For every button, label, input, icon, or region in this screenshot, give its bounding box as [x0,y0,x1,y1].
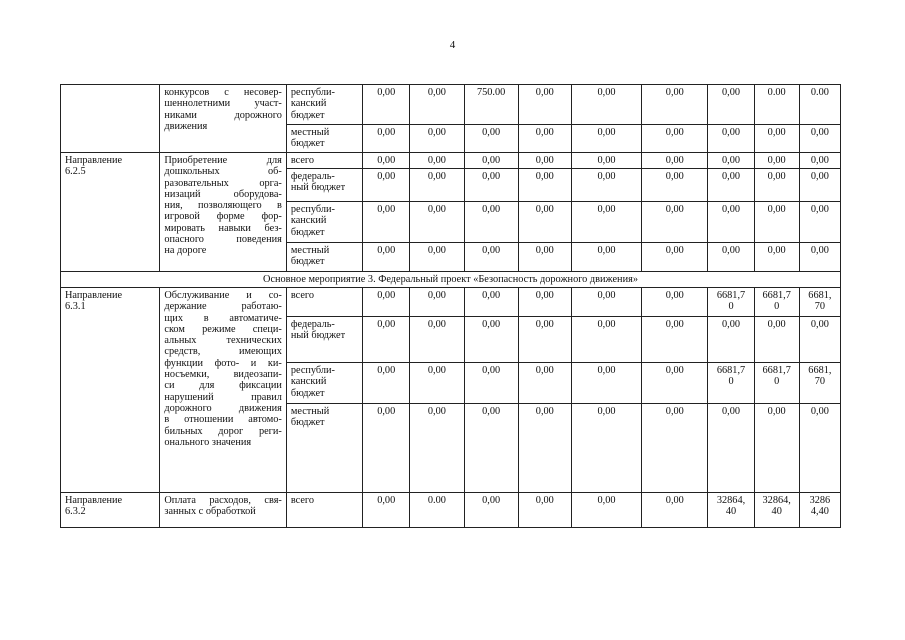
value-cell [754,202,799,243]
value-text: 0,00 [427,406,446,417]
activity-description-cell [160,153,286,272]
value-cell [363,363,410,404]
value-text: 0,00 [377,155,396,166]
cell-line: шеннолетними участ- [164,98,282,110]
value-text: 0,00 [810,204,829,215]
cell-line: си для фиксации [164,380,282,392]
cell-line: республи- [290,365,335,376]
section-row [61,272,841,288]
value-text: 0.00 [810,87,829,98]
value-text: 3286 [809,495,831,506]
value-cell [464,493,518,528]
table-row [61,288,841,317]
direction-label-cell [61,153,160,272]
value-text: 0,00 [482,171,501,182]
value-cell [642,493,708,528]
value-text: 40 [725,506,737,518]
funding-source-cell [286,153,362,169]
value-cell [363,493,410,528]
value-text: 0,00 [597,155,616,166]
value-text: 0,00 [665,406,684,417]
value-text: 0,00 [665,495,684,506]
value-text: 0,00 [665,171,684,182]
value-cell [464,317,518,363]
value-cell [363,153,410,169]
value-cell [754,363,799,404]
value-cell [754,288,799,317]
funding-source-cell [286,288,362,317]
value-cell [571,85,641,125]
funding-source-cell [286,169,362,202]
value-cell [363,202,410,243]
value-cell [464,404,518,493]
value-text: 0,00 [597,319,616,330]
value-text: 0,00 [535,365,554,376]
value-text: 0,00 [767,171,786,182]
value-text: 0,00 [427,319,446,330]
cell-line: 6.3.1 [65,301,86,313]
value-text: 0 [774,376,780,388]
value-text: 0,00 [722,406,741,417]
table-row [61,153,841,169]
value-text: 0,00 [722,155,741,166]
cell-line: альных технических [164,335,282,347]
value-text: 0,00 [665,204,684,215]
cell-line: всего [290,155,315,166]
value-text: 0,00 [535,204,554,215]
value-text: 0,00 [482,365,501,376]
value-text: 0,00 [482,155,501,166]
value-cell [363,125,410,153]
value-cell [642,85,708,125]
value-text: 0,00 [535,406,554,417]
value-text: 0,00 [767,204,786,215]
value-text: 0,00 [482,406,501,417]
value-cell [708,404,754,493]
value-cell [708,202,754,243]
value-cell [708,169,754,202]
cell-line: ный бюджет [290,330,346,342]
cell-line: конкурсов с несовер- [164,87,282,98]
cell-line: местный [290,127,330,138]
value-text: 0,00 [597,245,616,256]
value-text: 0,00 [597,87,616,98]
value-text: 0,00 [427,127,446,138]
cell-line: ный бюджет [290,182,346,194]
cell-line: в отношении автомо- [164,414,282,426]
cell-line: бюджет [290,138,325,150]
cell-line: носъемки, видеозапи- [164,369,282,381]
cell-line: держание работаю- [164,301,282,313]
value-cell [799,493,840,528]
value-cell [754,493,799,528]
value-cell [410,317,464,363]
cell-line: 6.3.2 [65,506,86,518]
value-text: 0 [774,301,780,313]
cell-line: Направление [65,495,123,506]
cell-line: онального значения [164,436,252,448]
cell-line: бюджет [290,387,325,399]
cell-line: никами дорожного [164,109,282,121]
value-cell [754,85,799,125]
activity-description-cell [160,493,286,528]
value-text: 32864, [762,495,791,506]
value-text: 750.00 [476,87,506,98]
value-text: 6681, [808,290,832,301]
value-cell [571,288,641,317]
value-cell [410,153,464,169]
value-text: 0,00 [722,87,741,98]
value-cell [799,202,840,243]
value-text: 0,00 [535,495,554,506]
value-cell [464,169,518,202]
value-text: 0,00 [767,245,786,256]
cell-line: на дороге [164,245,207,257]
direction-label-cell [61,493,160,528]
value-cell [410,85,464,125]
value-text: 0,00 [810,171,829,182]
value-cell [518,85,571,125]
value-cell [642,363,708,404]
value-cell [363,169,410,202]
funding-source-cell [286,493,362,528]
value-cell [410,169,464,202]
value-text: 0,00 [377,171,396,182]
value-text: 0,00 [377,365,396,376]
value-cell [410,363,464,404]
cell-line: бильных дорог реги- [164,425,282,437]
cell-line: дорожного движения [164,402,282,414]
value-cell [708,243,754,272]
value-text: 6681,7 [716,365,746,376]
value-text: 0 [728,301,734,313]
value-cell [464,288,518,317]
value-cell [642,243,708,272]
value-text: 0,00 [665,87,684,98]
value-text: 0,00 [810,319,829,330]
funding-source-cell [286,125,362,153]
value-text: 6681,7 [762,290,791,301]
cell-line: канский [290,376,327,388]
value-cell [518,288,571,317]
value-text: 0,00 [377,406,396,417]
cell-line: низаций оборудова- [164,188,282,200]
value-text: 0,00 [665,290,684,301]
value-cell [571,169,641,202]
cell-line: республи- [290,87,335,98]
value-text: 0,00 [665,155,684,166]
value-cell [363,317,410,363]
value-cell [571,493,641,528]
table-row [61,493,841,528]
value-cell [799,243,840,272]
value-text: 0,00 [722,171,741,182]
cell-line: местный [290,245,330,256]
value-text: 4,40 [810,506,829,518]
value-text: 0,00 [427,155,446,166]
value-cell [410,493,464,528]
funding-source-cell [286,243,362,272]
value-text: 0,00 [597,204,616,215]
direction-label-cell [61,85,160,153]
value-text: 0,00 [535,171,554,182]
value-cell [410,288,464,317]
value-cell [799,85,840,125]
value-text: 0,00 [427,171,446,182]
value-text: 0,00 [597,290,616,301]
value-cell [518,317,571,363]
value-cell [799,363,840,404]
cell-line: федераль- [290,171,335,182]
value-cell [363,288,410,317]
value-text: 0,00 [377,245,396,256]
value-cell [799,125,840,153]
value-text: 0,00 [482,495,501,506]
cell-line: Приобретение для [164,155,282,166]
value-text: 0,00 [535,290,554,301]
value-text: 70 [814,376,826,388]
value-cell [642,153,708,169]
value-cell [708,363,754,404]
value-text: 0,00 [535,87,554,98]
value-cell [464,153,518,169]
value-cell [642,125,708,153]
value-cell [571,125,641,153]
value-cell [464,202,518,243]
value-cell [363,404,410,493]
value-cell [799,317,840,363]
value-cell [410,202,464,243]
value-text: 70 [814,301,826,313]
value-cell [642,317,708,363]
funding-source-cell [286,85,362,125]
value-text: 0,00 [427,365,446,376]
value-text: 0,00 [722,319,741,330]
value-text: 0,00 [377,127,396,138]
value-cell [642,404,708,493]
cell-line: бюджет [290,226,325,238]
value-text: 0,00 [482,127,501,138]
value-text: 0,00 [482,319,501,330]
value-cell [754,243,799,272]
cell-line: игровой форме фор- [164,211,282,223]
value-text: 6681,7 [762,365,791,376]
value-text: 0,00 [597,365,616,376]
budget-table [60,84,841,528]
cell-line: всего [290,290,315,301]
value-text: 0,00 [722,245,741,256]
value-text: 0,00 [810,155,829,166]
value-cell [708,85,754,125]
cell-line: мировать навыки без- [164,222,282,234]
value-cell [518,125,571,153]
section-title: Основное мероприятие 3. Федеральный проект «Безопасность дорожного движения» [61,272,841,288]
value-text: 0,00 [377,204,396,215]
value-cell [571,202,641,243]
cell-line: канский [290,98,327,110]
value-cell [754,153,799,169]
value-cell [363,85,410,125]
value-cell [754,169,799,202]
value-cell [464,125,518,153]
value-text: 0,00 [722,127,741,138]
cell-line: дошкольных об- [164,166,282,178]
value-cell [518,363,571,404]
value-text: 0,00 [597,171,616,182]
value-text: 0,00 [810,406,829,417]
value-text: 0,00 [767,319,786,330]
cell-line: средств, имеющих [164,346,282,358]
activity-description-cell [160,288,286,493]
value-text: 0,00 [767,406,786,417]
cell-line: бюджет [290,256,325,268]
value-cell [410,404,464,493]
value-cell [571,404,641,493]
value-text: 0,00 [377,87,396,98]
value-text: 0,00 [427,87,446,98]
value-cell [642,288,708,317]
cell-line: ском режиме специ- [164,323,282,335]
value-cell [518,169,571,202]
value-text: 0,00 [427,290,446,301]
funding-source-cell [286,363,362,404]
cell-line: местный [290,406,330,417]
cell-line: 6.2.5 [65,166,86,178]
value-cell [754,317,799,363]
value-text: 6681, [808,365,832,376]
value-text: 0,00 [597,127,616,138]
value-cell [518,202,571,243]
funding-source-cell [286,404,362,493]
funding-source-cell [286,202,362,243]
cell-line: Оплата расходов, свя- [164,495,282,506]
direction-label-cell [61,288,160,493]
value-cell [410,243,464,272]
value-text: 40 [771,506,782,518]
cell-line: Направление [65,290,123,301]
value-text: 0,00 [722,204,741,215]
value-cell [571,243,641,272]
value-text: 0,00 [665,127,684,138]
cell-line: республи- [290,204,335,215]
cell-line: функции фото- и ки- [164,357,282,369]
value-text: 0,00 [767,127,786,138]
value-cell [571,363,641,404]
value-text: 0,00 [377,290,396,301]
value-text: 0,00 [482,245,501,256]
cell-line: ния, позволяющего в [164,200,282,212]
value-cell [518,404,571,493]
value-cell [464,85,518,125]
value-text: 0,00 [482,204,501,215]
cell-line: щих в автоматиче- [164,312,282,324]
value-text: 0,00 [665,319,684,330]
value-text: 0.00 [767,87,786,98]
value-text: 0,00 [427,204,446,215]
cell-line: канский [290,215,327,227]
value-text: 6681,7 [716,290,746,301]
value-text: 0,00 [665,245,684,256]
value-text: 0,00 [535,155,554,166]
value-text: 0,00 [535,319,554,330]
page-number: 4 [449,39,456,51]
table-row [61,85,841,125]
cell-line: Обслуживание и со- [164,290,282,301]
value-cell [799,169,840,202]
activity-description-cell [160,85,286,153]
value-cell [708,125,754,153]
value-cell [642,202,708,243]
value-text: 0 [728,376,734,388]
cell-line: разовательных орга- [164,177,282,189]
value-cell [708,493,754,528]
value-cell [799,404,840,493]
value-cell [708,288,754,317]
value-cell [642,169,708,202]
value-cell [799,288,840,317]
value-text: 0,00 [535,245,554,256]
value-text: 0,00 [482,290,501,301]
value-cell [754,404,799,493]
cell-line: бюджет [290,417,325,429]
value-text: 0,00 [665,365,684,376]
cell-line: федераль- [290,319,335,330]
value-cell [518,243,571,272]
value-cell [410,125,464,153]
cell-line: опасного поведения [164,234,282,246]
value-text: 0,00 [427,245,446,256]
value-text: 0,00 [810,245,829,256]
value-text: 0,00 [377,495,396,506]
value-cell [363,243,410,272]
value-cell [464,363,518,404]
cell-line: Направление [65,155,123,166]
value-text: 0,00 [535,127,554,138]
value-text: 0,00 [810,127,829,138]
value-cell [518,153,571,169]
funding-source-cell [286,317,362,363]
value-text: 32864, [716,495,746,506]
cell-line: движения [164,120,208,132]
value-cell [571,317,641,363]
cell-line: бюджет [290,109,325,121]
cell-line: всего [290,495,315,506]
value-cell [708,153,754,169]
value-cell [799,153,840,169]
value-cell [464,243,518,272]
value-cell [754,125,799,153]
cell-line: нарушений правил [164,391,282,403]
value-cell [571,153,641,169]
value-cell [708,317,754,363]
value-text: 0,00 [767,155,786,166]
value-text: 0.00 [427,495,446,506]
value-cell [518,493,571,528]
value-text: 0,00 [597,406,616,417]
value-text: 0,00 [377,319,396,330]
cell-line: занных с обработкой [164,506,256,518]
value-text: 0,00 [597,495,616,506]
